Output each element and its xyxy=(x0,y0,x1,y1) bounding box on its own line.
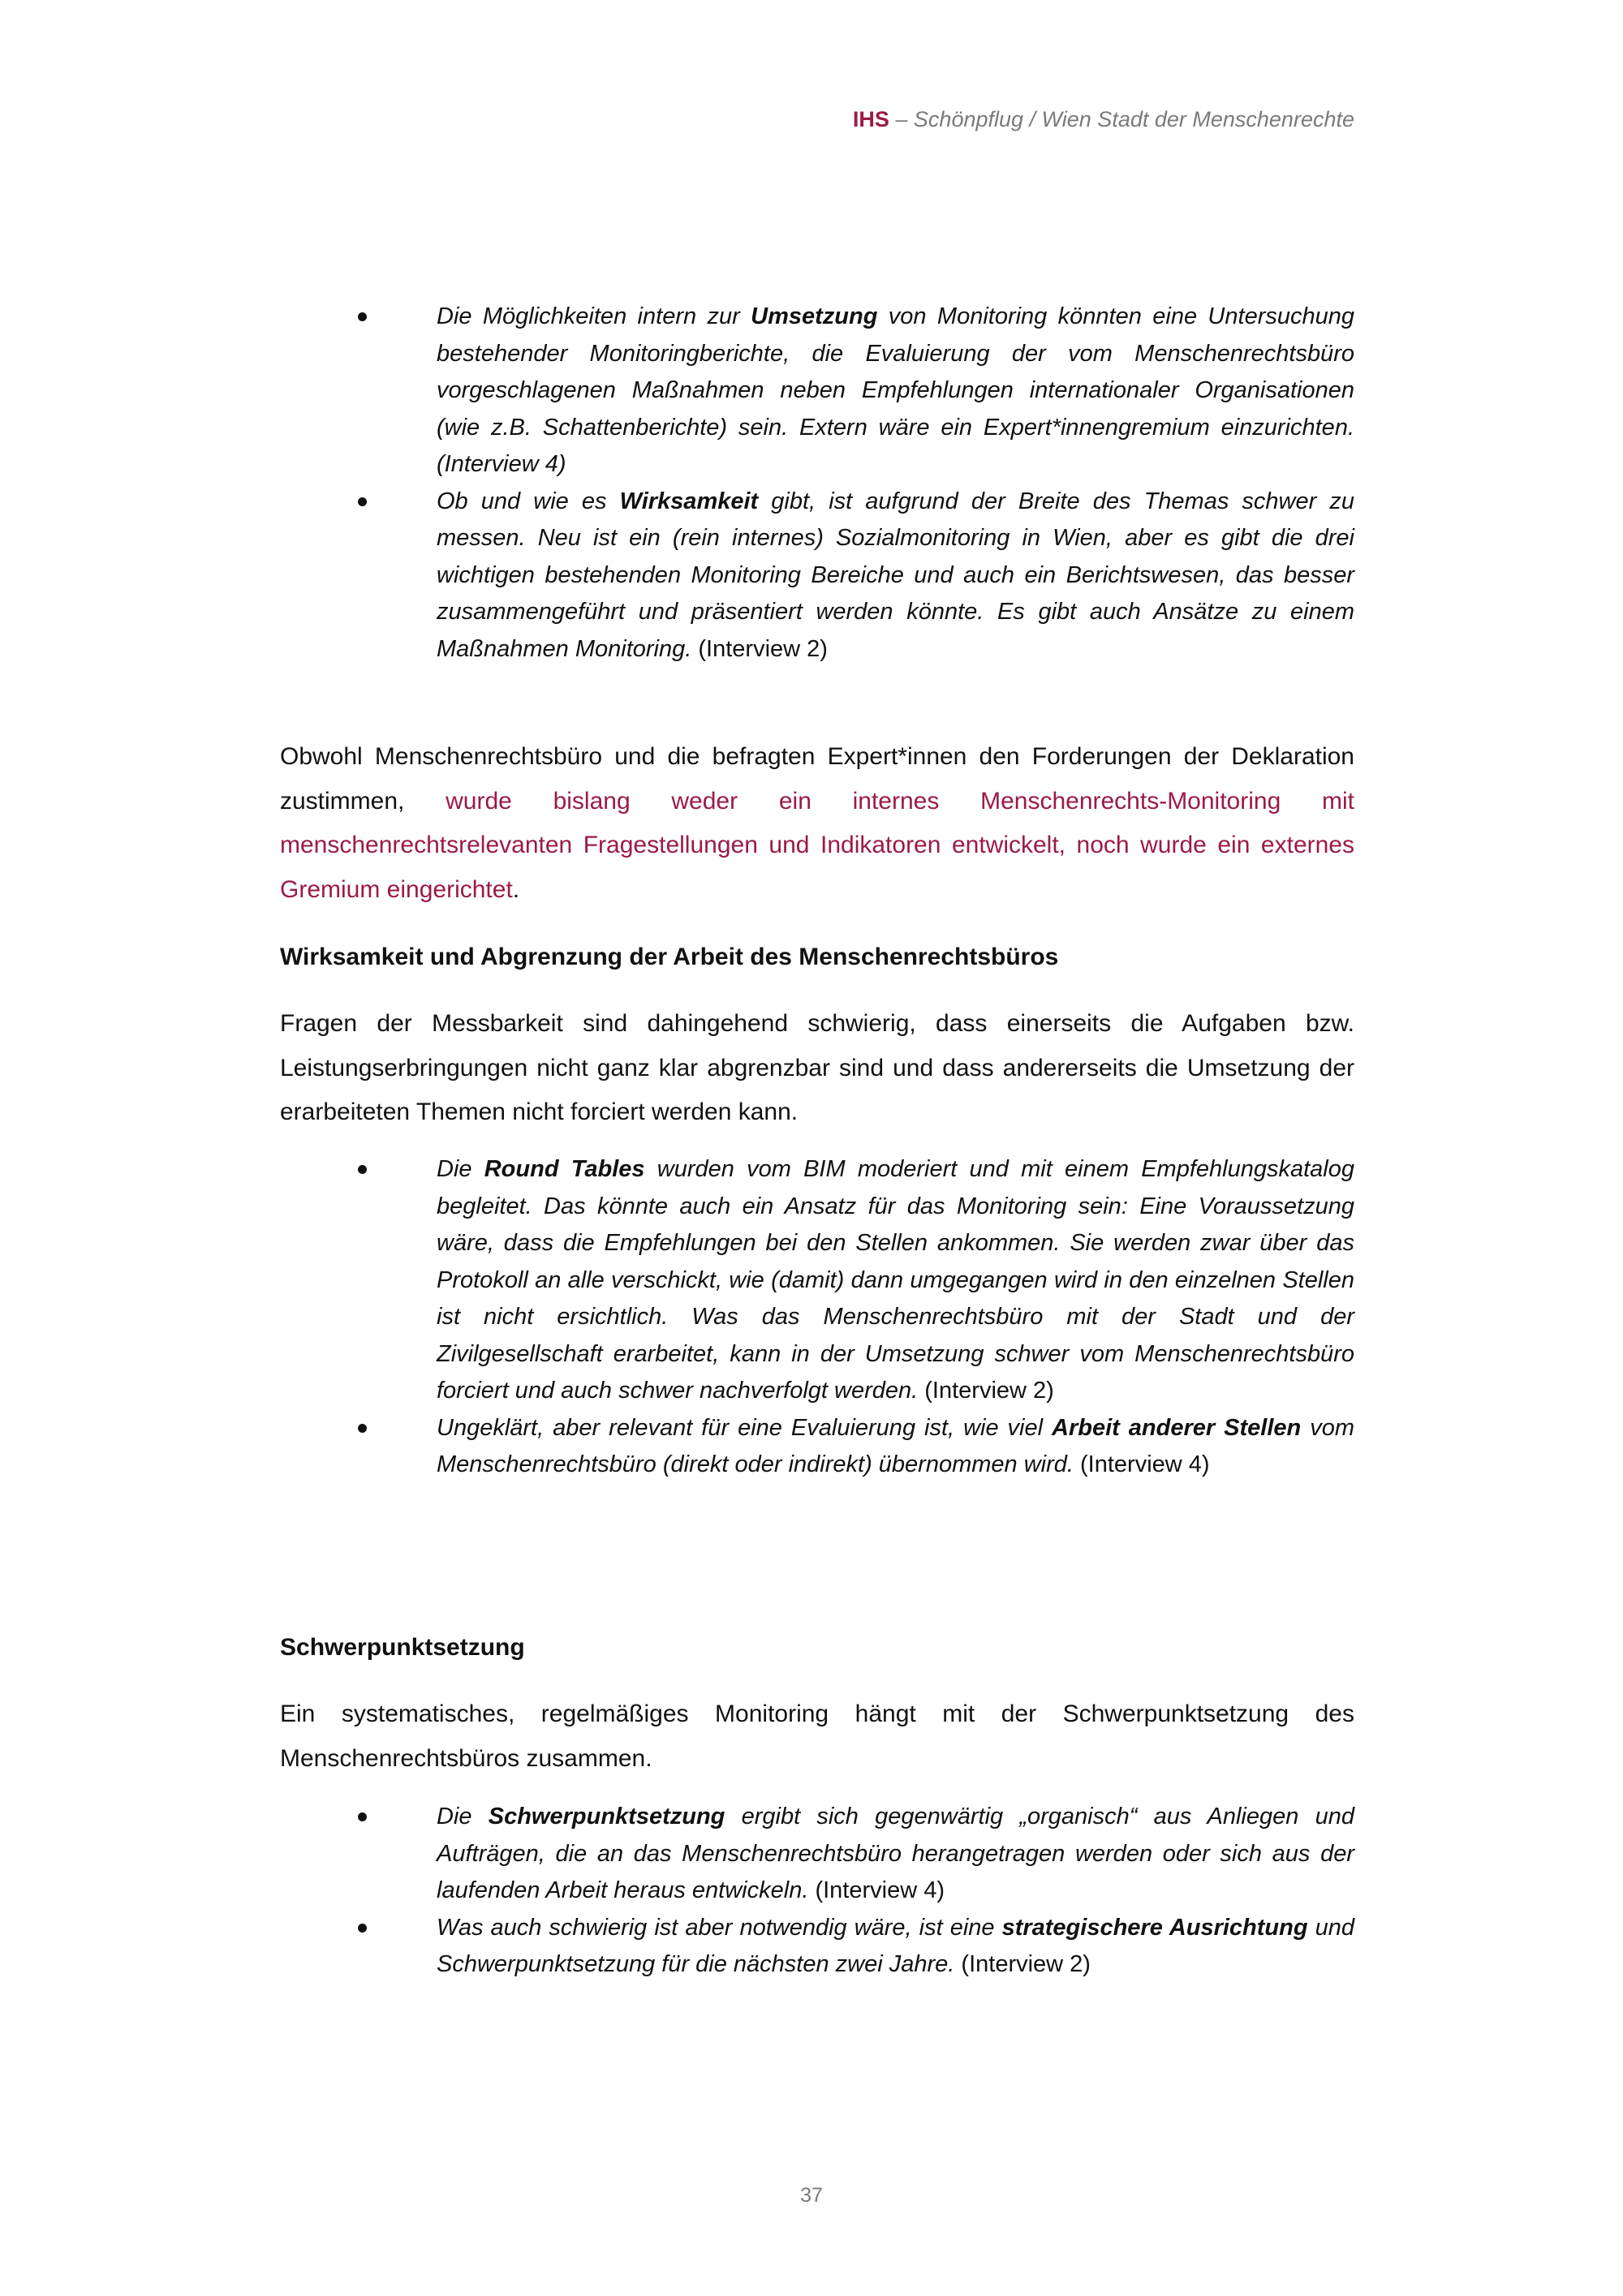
bullet-list xyxy=(280,1151,1354,1484)
text-run: Was auch schwierig ist aber notwendig wäre, ist eine xyxy=(437,1914,1002,1941)
paragraph xyxy=(280,1002,1354,1135)
section-heading xyxy=(280,1626,1354,1670)
heading-text: Wirksamkeit und Abgrenzung der Arbeit des Menschenrechtsbüros xyxy=(280,944,1059,970)
bullet-list-items xyxy=(280,1799,1354,1984)
list-item xyxy=(280,1151,1354,1410)
text-run: Die Möglichkeiten intern zur xyxy=(437,303,751,329)
text-run: gibt, ist aufgrund der Breite des Themas schwer zu messen. Neu ist ein (rein internes) Sozialmonitoring in Wien, aber es gibt die drei wichtigen bestehenden Monitoring Bereiche und auch ein Berichtswesen, das besser zusammengeführt und präsentiert werden könnte. Es gibt auch Ansätze zu einem Maßnahmen Monitoring. xyxy=(437,488,1354,662)
text-run: (Interview 4) xyxy=(808,1877,945,1903)
running-header xyxy=(853,107,1354,132)
text-run: von Monitoring könnten eine Untersuchung bestehender Monitoringberichte, die Evaluierung der vom Menschenrechtsbüro vorgeschlagenen Maßnahmen neben Empfehlungen internationaler Organisationen (wie z.B. Schattenberichte) sein. Extern wäre ein Expert*innengremium einzurichten. (Interview 4) xyxy=(437,303,1354,477)
bold-text: Wirksamkeit xyxy=(619,488,759,514)
header-title: Schönpflug / Wien Stadt der Menschenrechte xyxy=(913,107,1354,131)
bullet-icon xyxy=(358,1812,367,1821)
text-run: vom Menschenrechtsbüro (direkt oder indirekt) übernommen wird. xyxy=(437,1414,1355,1477)
paragraph-text xyxy=(280,1692,1354,1781)
text-run: (Interview 4) xyxy=(1073,1451,1210,1477)
text-run: . xyxy=(512,875,520,903)
bullet-list-items xyxy=(280,1151,1354,1484)
paragraph-text xyxy=(280,735,1354,912)
text-run: (Interview 2) xyxy=(954,1951,1091,1977)
text-run: Ungeklärt, aber relevant für eine Evaluierung ist, wie viel xyxy=(437,1414,1053,1441)
list-item xyxy=(280,1799,1354,1910)
text-run: Obwohl Menschenrechtsbüro und die befragten Expert*innen den Forderungen der Deklaration zustimmen, xyxy=(280,743,1354,815)
list-item xyxy=(280,1410,1354,1484)
text-run: Ob und wie es xyxy=(437,488,620,514)
bullet-icon xyxy=(358,497,367,506)
page-number: 37 xyxy=(800,2184,823,2207)
bold-text: Round Tables xyxy=(484,1156,645,1182)
text-run: und Schwerpunktsetzung für die nächsten zwei Jahre. xyxy=(437,1914,1354,1977)
bold-text: Arbeit anderer Stellen xyxy=(1052,1414,1302,1441)
bullet-icon xyxy=(358,1424,367,1433)
bold-text: strategischere Ausrichtung xyxy=(1001,1914,1308,1941)
bullet-list xyxy=(280,1799,1354,1984)
paragraph-text xyxy=(280,1002,1354,1135)
header-brand: IHS xyxy=(852,107,889,131)
list-item xyxy=(280,299,1354,484)
bullet-list xyxy=(280,299,1354,668)
text-run: Die xyxy=(437,1804,489,1829)
highlighted-text: wurde bislang weder ein internes Menschenrechts-Monitoring mit menschenrechtsrelevanten Fragestellungen und Indikatoren entwickelt, noch wurde ein externes Gremium eingerichtet xyxy=(280,787,1354,903)
list-item xyxy=(280,484,1354,669)
bullet-icon xyxy=(358,1165,367,1174)
bullet-icon xyxy=(358,1924,367,1933)
text-run: (Interview 2) xyxy=(918,1378,1054,1404)
paragraph xyxy=(280,735,1354,912)
section-heading xyxy=(280,935,1354,980)
header-separator: – xyxy=(889,107,914,131)
bold-text: Umsetzung xyxy=(751,303,878,329)
bullet-icon xyxy=(358,312,367,321)
bold-text: Schwerpunktsetzung xyxy=(488,1804,725,1829)
text-run: Fragen der Messbarkeit sind dahingehend schwierig, dass einerseits die Aufgaben bzw. Leistungserbringungen nicht ganz klar abgrenzbar sind und dass andererseits die Umsetzung der erarbeiteten Themen nicht forciert werden kann. xyxy=(280,1010,1354,1125)
paragraph xyxy=(280,1692,1354,1781)
text-run: (Interview 2) xyxy=(691,635,828,662)
text-run: wurden vom BIM moderiert und mit einem Empfehlungskatalog begleitet. Das könnte auch ein Ansatz für das Monitoring sein: Eine Voraussetzung wäre, dass die Empfehlungen bei den Stellen ankommen. Sie werden zwar über das Protokoll an alle verschickt, wie (damit) dann umgegangen wird in den einzelnen Stellen ist nicht ersichtlich. Was das Menschenrechtsbüro mit der Stadt und der Zivilgesellschaft erarbeitet, kann in der Umsetzung schwer vom Menschenrechtsbüro forciert und auch schwer nachverfolgt werden. xyxy=(437,1156,1354,1404)
text-run: Ein systematisches, regelmäßiges Monitoring hängt mit der Schwerpunktsetzung des Menschenrechtsbüros zusammen. xyxy=(280,1701,1354,1772)
text-run: Die xyxy=(437,1156,484,1182)
bullet-list-items xyxy=(280,299,1354,668)
heading-text: Schwerpunktsetzung xyxy=(280,1634,525,1661)
text-run: ergibt sich gegenwärtig „organisch“ aus Anliegen und Aufträgen, die an das Menschenrechtsbüro herangetragen werden oder sich aus der laufenden Arbeit heraus entwickeln. xyxy=(437,1804,1354,1903)
list-item xyxy=(280,1910,1354,1984)
